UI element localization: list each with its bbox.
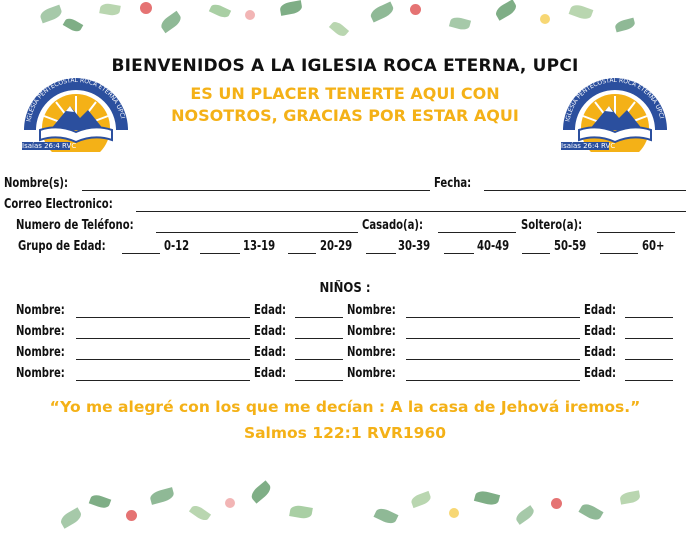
correo-field[interactable] — [136, 197, 686, 212]
bottom-floral-border-left — [60, 482, 340, 533]
age-20-29-checkbox[interactable] — [288, 239, 316, 254]
child-age-label: Edad: — [584, 345, 617, 360]
nombre-label: Nombre(s): — [4, 176, 69, 191]
age-40-49-checkbox[interactable] — [444, 239, 474, 254]
bible-reference: Salmos 122:1 RVR1960 — [243, 424, 447, 442]
welcome-title: BIENVENIDOS A LA IGLESIA ROCA ETERNA, UPCI — [111, 56, 579, 76]
child-age-field[interactable] — [625, 366, 673, 381]
children-row — [0, 303, 690, 323]
casado-field[interactable] — [438, 218, 516, 233]
child-age-label: Edad: — [254, 366, 287, 381]
age-30-39-checkbox[interactable] — [366, 239, 396, 254]
child-name-field[interactable] — [406, 366, 580, 381]
age-group-0-12: 0-12 — [164, 239, 190, 254]
child-name-field[interactable] — [76, 324, 250, 339]
church-logo-left — [16, 70, 136, 152]
child-name-label: Nombre: — [16, 345, 65, 360]
logo-citation-left: Isaías 26:4 RVC — [22, 142, 77, 150]
child-name-field[interactable] — [76, 366, 250, 381]
bottom-floral-border-right — [375, 486, 655, 533]
subtitle-line-1: ES UN PLACER TENERTE AQUI CON — [190, 84, 500, 103]
telefono-field[interactable] — [156, 218, 358, 233]
child-name-label: Nombre: — [16, 366, 65, 381]
soltero-field[interactable] — [597, 218, 675, 233]
bible-quote: “Yo me alegré con los que me decían : A la casa de Jehová iremos.” — [49, 398, 641, 416]
age-group-20-29: 20-29 — [320, 239, 353, 254]
age-60-plus-checkbox[interactable] — [600, 239, 638, 254]
child-age-field[interactable] — [295, 366, 343, 381]
nombre-field[interactable] — [82, 176, 430, 191]
children-row — [0, 366, 690, 386]
child-name-field[interactable] — [406, 303, 580, 318]
child-name-label: Nombre: — [16, 303, 65, 318]
soltero-label: Soltero(a): — [521, 218, 583, 233]
child-name-label: Nombre: — [347, 345, 396, 360]
child-name-field[interactable] — [76, 303, 250, 318]
age-0-12-checkbox[interactable] — [122, 239, 160, 254]
ninos-heading: NIÑOS : — [319, 281, 371, 296]
logo-citation-right: Isaías 26:4 RVC — [561, 142, 616, 150]
children-row — [0, 324, 690, 344]
child-name-label: Nombre: — [347, 366, 396, 381]
age-group-50-59: 50-59 — [554, 239, 587, 254]
child-age-field[interactable] — [295, 303, 343, 318]
child-age-field[interactable] — [295, 345, 343, 360]
child-name-field[interactable] — [406, 324, 580, 339]
child-name-label: Nombre: — [347, 303, 396, 318]
child-name-field[interactable] — [406, 345, 580, 360]
church-logo-right — [555, 70, 675, 152]
child-age-label: Edad: — [254, 345, 287, 360]
subtitle-line-2: NOSOTROS, GRACIAS POR ESTAR AQUI — [171, 106, 519, 125]
form-row-nombre-fecha — [0, 176, 690, 196]
logo-ring-text-right: IGLESIA PENTECOSTAL ROCA ETERNA UPCI — [564, 77, 665, 123]
top-floral-border — [40, 0, 650, 48]
child-age-field[interactable] — [625, 303, 673, 318]
casado-label: Casado(a): — [362, 218, 424, 233]
child-name-label: Nombre: — [347, 324, 396, 339]
church-logo-emblem-icon — [555, 70, 675, 152]
form-row-telefono — [0, 218, 690, 238]
form-row-grupo-edad — [0, 239, 690, 259]
telefono-label: Numero de Teléfono: — [16, 218, 134, 233]
correo-label: Correo Electronico: — [4, 197, 113, 212]
children-row — [0, 345, 690, 365]
child-age-label: Edad: — [584, 303, 617, 318]
child-age-label: Edad: — [254, 303, 287, 318]
child-name-field[interactable] — [76, 345, 250, 360]
child-name-label: Nombre: — [16, 324, 65, 339]
age-group-60-plus: 60+ — [642, 239, 665, 254]
age-group-30-39: 30-39 — [398, 239, 431, 254]
child-age-field[interactable] — [625, 345, 673, 360]
form-row-correo — [0, 197, 690, 217]
child-age-label: Edad: — [254, 324, 287, 339]
child-age-field[interactable] — [295, 324, 343, 339]
child-age-field[interactable] — [625, 324, 673, 339]
child-age-label: Edad: — [584, 324, 617, 339]
grupo-edad-label: Grupo de Edad: — [18, 239, 106, 254]
child-age-label: Edad: — [584, 366, 617, 381]
age-group-13-19: 13-19 — [243, 239, 276, 254]
age-group-40-49: 40-49 — [477, 239, 510, 254]
fecha-field[interactable] — [484, 176, 686, 191]
age-13-19-checkbox[interactable] — [200, 239, 240, 254]
logo-ring-text-left: IGLESIA PENTECOSTAL ROCA ETERNA UPCI — [25, 77, 126, 123]
age-50-59-checkbox[interactable] — [522, 239, 550, 254]
church-logo-emblem-icon — [16, 70, 136, 152]
fecha-label: Fecha: — [434, 176, 472, 191]
